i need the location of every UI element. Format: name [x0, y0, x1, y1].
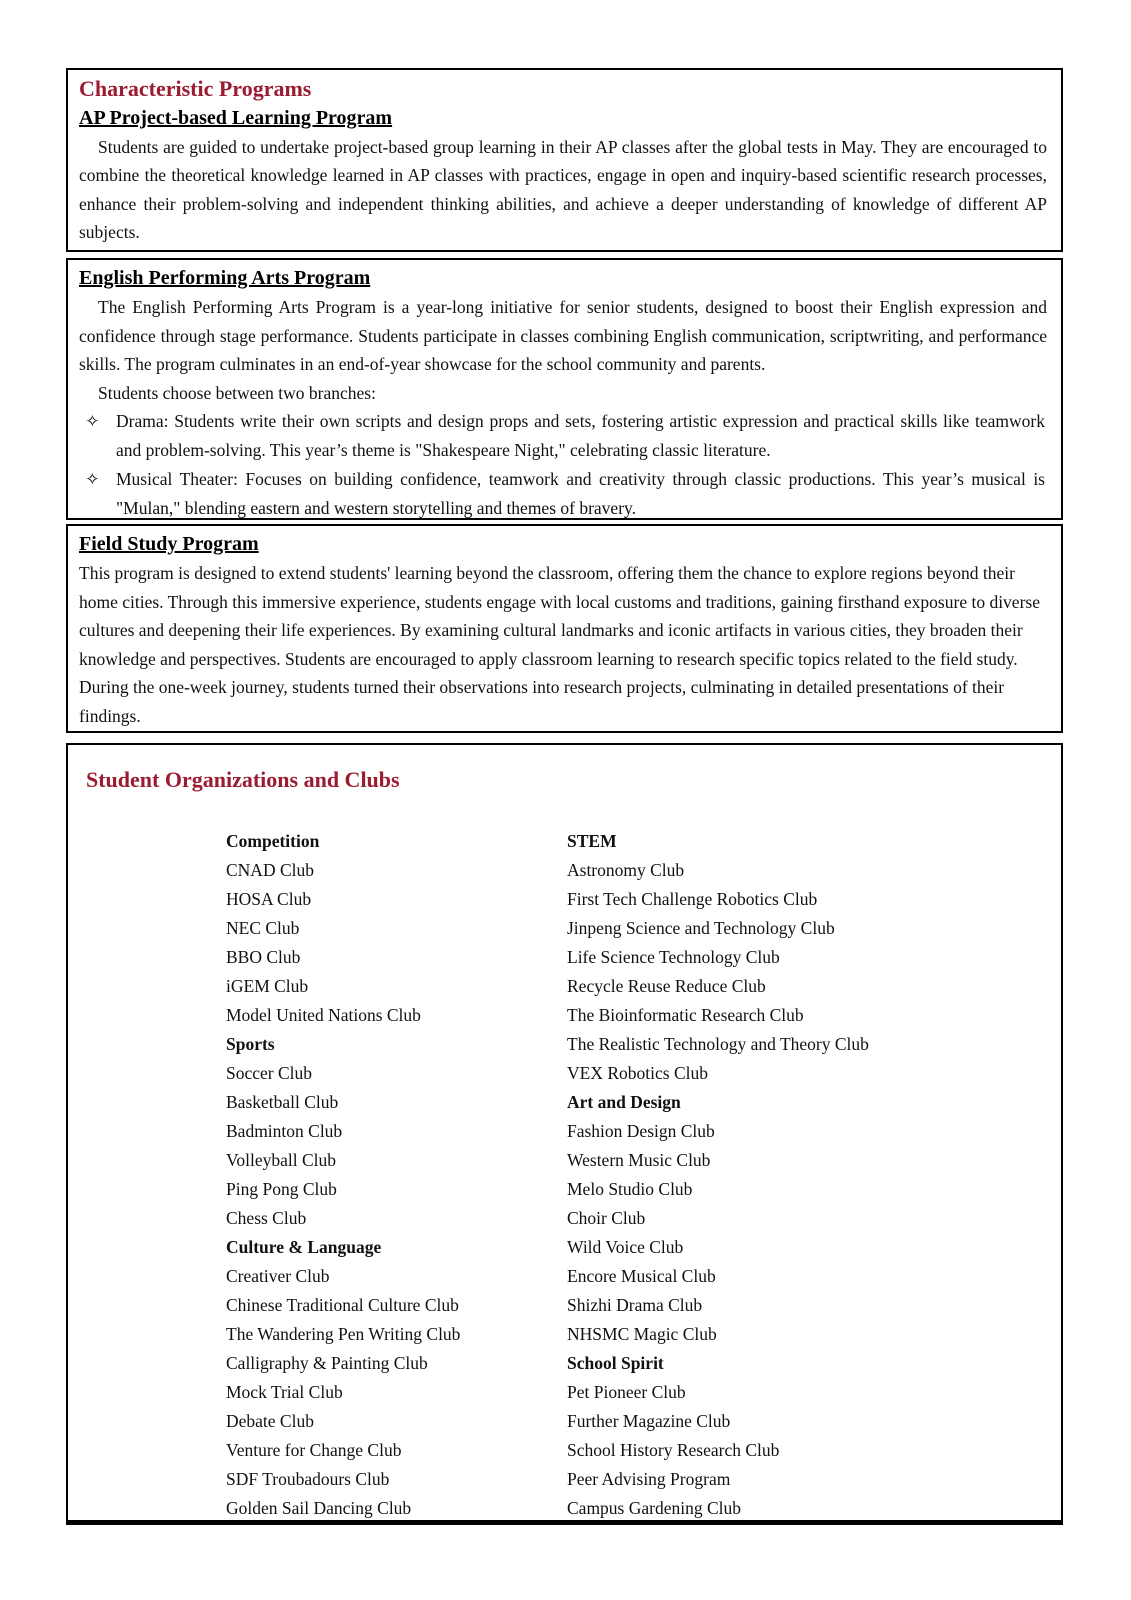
club-list-item: Shizhi Drama Club	[567, 1294, 703, 1315]
heading-field-study-program: Field Study Program	[79, 533, 259, 555]
club-list-item: The Wandering Pen Writing Club	[226, 1323, 461, 1344]
club-list-item: Ping Pong Club	[226, 1178, 337, 1199]
club-category-label: Competition	[226, 830, 320, 851]
club-list-item: Campus Gardening Club	[567, 1497, 742, 1518]
club-list-item: VEX Robotics Club	[567, 1062, 708, 1083]
club-list-item: Jinpeng Science and Technology Club	[567, 917, 835, 938]
club-list-item: Peer Advising Program	[567, 1468, 731, 1489]
club-list-item: The Realistic Technology and Theory Club	[567, 1033, 869, 1054]
club-list-item: CNAD Club	[226, 859, 314, 880]
club-list-item: Basketball Club	[226, 1091, 339, 1112]
club-list-item: Badminton Club	[226, 1120, 343, 1141]
club-list-item: Astronomy Club	[567, 859, 685, 880]
club-list-item: Pet Pioneer Club	[567, 1381, 686, 1402]
club-list-item: NHSMC Magic Club	[567, 1323, 717, 1344]
club-list-item: Golden Sail Dancing Club	[226, 1497, 412, 1518]
club-list-item: Western Music Club	[567, 1149, 711, 1170]
club-list-item: iGEM Club	[226, 975, 309, 996]
club-list-item: Fashion Design Club	[567, 1120, 715, 1141]
section-title-student-organizations: Student Organizations and Clubs	[86, 767, 400, 792]
characteristic-programs-section	[66, 68, 1063, 252]
paragraph-ap-program: Students are guided to undertake project-based group learning in their AP classes after the global tests in May. They are encouraged to combine the theoretical knowledge learned in AP classes with practices, engage in open and inquiry-based scientific research processes, enhance their problem-solving and independent thinking abilities, and achieve a deeper understanding of knowledge of different AP subjects.	[79, 136, 1047, 243]
section-title-characteristic-programs: Characteristic Programs	[79, 76, 312, 101]
club-category-label: School Spirit	[567, 1352, 664, 1373]
club-list-item: Melo Studio Club	[567, 1178, 693, 1199]
performing-arts-section	[66, 258, 1063, 520]
club-list-item: Chinese Traditional Culture Club	[226, 1294, 459, 1315]
paragraph-field-study: This program is designed to extend students' learning beyond the classroom, offering them the chance to explore regions beyond their home cities. Through this immersive experience, students engage with local customs and traditions, gaining firsthand exposure to diverse cultures and deepening their life experiences. By examining cultural landmarks and iconic artifacts in various cities, they broaden their knowledge and perspectives. Students are encouraged to apply classroom learning to research specific topics related to the field study. During the one-week journey, students turned their observations into research projects, culminating in detailed presentations of their findings.	[79, 563, 1040, 726]
paragraph-performing-arts: The English Performing Arts Program is a year-long initiative for senior students, designed to boost their English expression and confidence through stage performance. Students participate in classes combining English communication, scriptwriting, and performance skills. The program culminates in an end-of-year showcase for the school community and parents.	[79, 297, 1047, 374]
club-list-item: The Bioinformatic Research Club	[567, 1004, 804, 1025]
club-list-item: First Tech Challenge Robotics Club	[567, 888, 818, 909]
paragraph-branches-intro: Students choose between two branches:	[98, 382, 376, 403]
club-list-item: Soccer Club	[226, 1062, 313, 1083]
club-list-item: Mock Trial Club	[226, 1381, 343, 1402]
bullet-text-musical-theater: Musical Theater: Focuses on building confidence, teamwork and creativity through classic productions. This year’s musical is "Mulan," blending eastern and western storytelling and themes of bravery.	[116, 469, 1045, 518]
bullet-text-drama: Drama: Students write their own scripts and design props and sets, fostering artistic expression and practical skills like teamwork and problem-solving. This year’s theme is "Shakespeare Night," celebrating classic literature.	[116, 411, 1045, 460]
club-list-item: Venture for Change Club	[226, 1439, 402, 1460]
club-list-item: Recycle Reuse Reduce Club	[567, 975, 766, 996]
clubs-column-left	[226, 827, 567, 1523]
club-list-item: Further Magazine Club	[567, 1410, 731, 1431]
heading-ap-project-based-learning: AP Project-based Learning Program	[79, 106, 393, 129]
club-category-label: Art and Design	[567, 1091, 681, 1112]
clubs-grid	[226, 827, 1047, 1523]
club-list-item: Encore Musical Club	[567, 1265, 716, 1286]
club-category-label: STEM	[567, 830, 617, 851]
club-list-item: HOSA Club	[226, 888, 312, 909]
club-list-item: Chess Club	[226, 1207, 307, 1228]
club-category-label: Sports	[226, 1033, 275, 1054]
club-list-item: NEC Club	[226, 917, 300, 938]
club-list-item: Volleyball Club	[226, 1149, 337, 1170]
club-list-item: Wild Voice Club	[567, 1236, 684, 1257]
club-list-item: SDF Troubadours Club	[226, 1468, 390, 1489]
club-list-item: Calligraphy & Painting Club	[226, 1352, 428, 1373]
bullet-item-drama	[79, 407, 1047, 465]
clubs-section	[66, 743, 1063, 1525]
club-list-item: Debate Club	[226, 1410, 314, 1431]
heading-english-performing-arts: English Performing Arts Program	[79, 267, 371, 289]
club-category-label: Culture & Language	[226, 1236, 382, 1257]
field-study-section	[66, 524, 1063, 733]
bullet-item-musical-theater	[79, 465, 1047, 523]
clubs-column-right	[567, 827, 1047, 1523]
club-list-item: Choir Club	[567, 1207, 646, 1228]
club-list-item: Model United Nations Club	[226, 1004, 421, 1025]
club-list-item: Life Science Technology Club	[567, 946, 780, 967]
diamond-bullet-icon: ✧	[85, 469, 100, 489]
diamond-bullet-icon: ✧	[85, 411, 100, 431]
club-list-item: BBO Club	[226, 946, 301, 967]
club-list-item: Creativer Club	[226, 1265, 330, 1286]
club-list-item: School History Research Club	[567, 1439, 780, 1460]
